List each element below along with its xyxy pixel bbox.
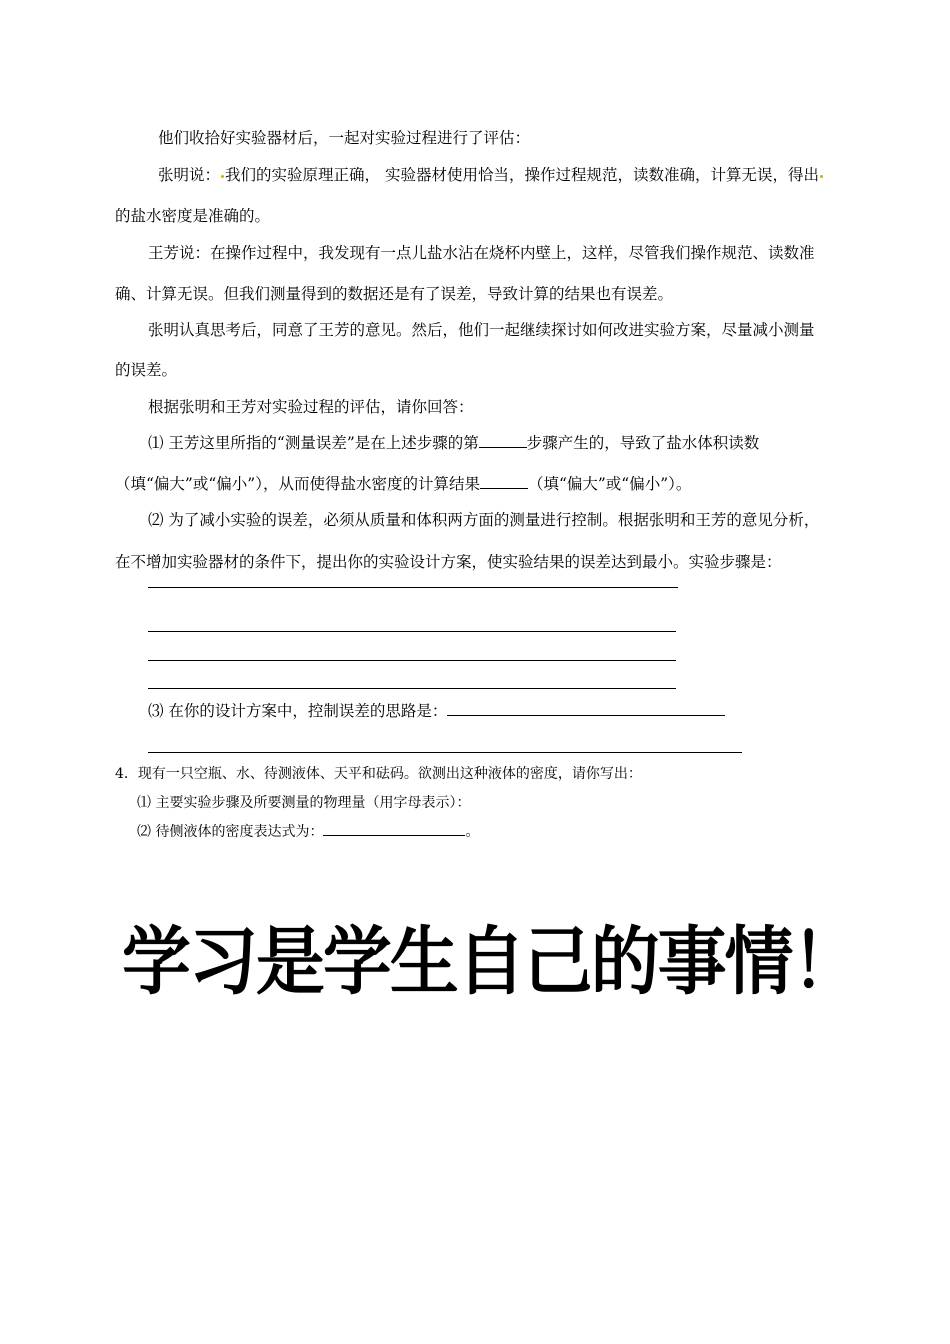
question-3-text: ⑶ 在你的设计方案中，控制误差的思路是： — [148, 702, 448, 720]
para-evaluation-intro: 他们收拾好实验器材后，一起对实验过程进行了评估： — [158, 129, 531, 147]
answer-line-1[interactable] — [148, 587, 678, 588]
question-4-part-1: ⑴ 主要实验步骤及所要测量的物理量（用字母表示）： — [137, 795, 471, 811]
question-1-text-a: ⑴ 王芳这里所指的“测量误差”是在上述步骤的第 — [148, 434, 479, 452]
density-result-blank[interactable] — [480, 474, 528, 489]
question-2-line1: ⑵ 为了减小实验的误差，必须从质量和体积两方面的测量进行控制。根据张明和王芳的意见分析， — [148, 511, 820, 529]
mark-dot-icon — [820, 175, 823, 178]
slogan-heading: 学习是学生自己的事情！ — [122, 919, 859, 1005]
para-answer-prompt: 根据张明和王芳对实验过程的评估，请你回答： — [148, 398, 474, 416]
density-expression-blank[interactable] — [323, 821, 465, 836]
question-1-text-d: （填“偏大”或“偏小”）。 — [527, 475, 692, 493]
question-1-line2 — [115, 474, 691, 494]
question-2-line2: 在不增加实验器材的条件下，提出你的实验设计方案，使实验结果的误差达到最小。实验步骤是： — [115, 553, 782, 571]
question-1-line1 — [148, 433, 759, 453]
zhangming-speaker: 张明说： — [158, 166, 221, 184]
question-4-part-2-text: ⑵ 待侧液体的密度表达式为： — [137, 824, 324, 840]
question-1-text-b: 步骤产生的，导致了盐水体积读数 — [526, 434, 760, 452]
para-discussion-line2: 的误差。 — [115, 361, 178, 379]
zhangming-statement: 我们的实验原理正确， 实验器材使用恰当，操作过程规范，读数准确，计算无误，得出 — [225, 166, 819, 184]
error-control-blank[interactable] — [447, 701, 725, 716]
answer-line-4[interactable] — [148, 688, 676, 689]
question-4-part-2-end: 。 — [465, 824, 480, 840]
mark-dot-icon — [221, 175, 224, 178]
para-zhangming-line1 — [158, 165, 824, 185]
answer-line-2[interactable] — [148, 631, 676, 632]
question-4-part-2 — [137, 821, 479, 842]
para-zhangming-line2: 的盐水密度是准确的。 — [115, 207, 271, 225]
para-wangfang-line1: 王芳说：在操作过程中，我发现有一点儿盐水沾在烧杯内壁上，这样，尽管我们操作规范、读数准 — [148, 244, 815, 262]
para-discussion-line1: 张明认真思考后，同意了王芳的意见。然后，他们一起继续探讨如何改进实验方案，尽量减小测量 — [148, 321, 815, 339]
question-1-text-c: （填“偏大”或“偏小”），从而使得盐水密度的计算结果 — [115, 475, 480, 493]
question-3-line — [148, 701, 725, 721]
answer-line-5[interactable] — [148, 752, 742, 753]
question-4-prompt: 4．现有一只空瓶、水、待测液体、天平和砝码。欲测出这种液体的密度，请你写出： — [115, 766, 642, 782]
answer-line-3[interactable] — [148, 660, 676, 661]
step-number-blank[interactable] — [479, 433, 527, 448]
para-wangfang-line2: 确、计算无误。但我们测量得到的数据还是有了误差，导致计算的结果也有误差。 — [115, 285, 674, 303]
